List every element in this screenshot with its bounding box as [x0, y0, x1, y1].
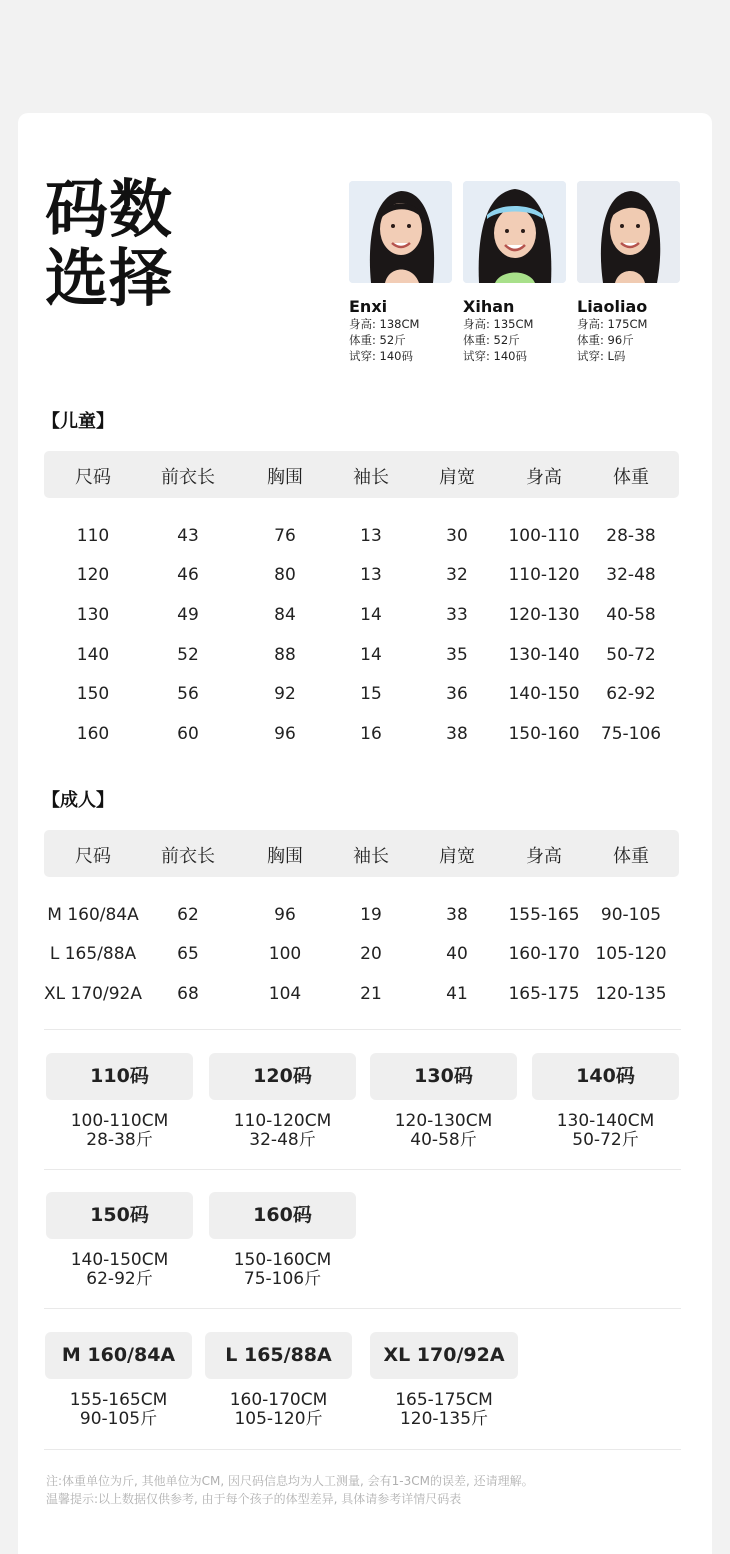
chip-weight: 32-48斤 [249, 1130, 316, 1150]
cell-size: XL 170/92A [44, 984, 142, 1004]
cell-weight: 120-135 [595, 984, 667, 1004]
cell-front-length: 43 [177, 526, 199, 546]
model-tried-size: 试穿: L码 [577, 349, 626, 363]
chip-weight: 90-105斤 [79, 1409, 158, 1429]
divider [44, 1029, 681, 1030]
model-photo [463, 181, 566, 283]
size-chip-150: 150码 [46, 1192, 193, 1239]
cell-weight: 50-72 [606, 645, 656, 665]
cell-front-length: 52 [177, 645, 199, 665]
cell-sleeve: 19 [360, 905, 382, 925]
chip-weight: 28-38斤 [86, 1130, 153, 1150]
cell-front-length: 46 [177, 565, 199, 585]
cell-sleeve: 20 [360, 944, 382, 964]
cell-weight: 90-105 [600, 905, 662, 925]
table-row [44, 605, 679, 629]
size-chip-info [46, 1251, 193, 1289]
cell-height: 130-140 [508, 645, 580, 665]
header-weight: 体重 [613, 846, 649, 867]
cell-chest: 96 [274, 905, 296, 925]
model-card-enxi [349, 181, 452, 364]
cell-height: 155-165 [508, 905, 580, 925]
model-weight: 体重: 52斤 [463, 333, 520, 347]
cell-sleeve: 21 [360, 984, 382, 1004]
model-height: 身高: 135CM [463, 317, 534, 331]
size-chip-info [370, 1391, 518, 1429]
cell-shoulder: 41 [446, 984, 468, 1004]
cell-size: 130 [76, 605, 110, 625]
cell-front-length: 60 [177, 724, 199, 744]
cell-sleeve: 13 [360, 526, 382, 546]
chip-weight: 62-92斤 [86, 1269, 153, 1289]
model-portrait-image [577, 181, 680, 283]
table-row [44, 526, 679, 550]
table-row [44, 645, 679, 669]
chip-height: 140-150CM [70, 1250, 169, 1270]
size-chip-160: 160码 [209, 1192, 356, 1239]
kids-section-label: 【儿童】 [42, 411, 114, 432]
chip-height: 110-120CM [233, 1111, 332, 1131]
header-shoulder: 肩宽 [439, 846, 475, 867]
table-row [44, 905, 679, 929]
model-weight: 体重: 52斤 [349, 333, 406, 347]
cell-weight: 75-106 [600, 724, 662, 744]
cell-shoulder: 40 [446, 944, 468, 964]
cell-chest: 96 [274, 724, 296, 744]
table-row [44, 724, 679, 748]
cell-height: 120-130 [508, 605, 580, 625]
cell-weight: 32-48 [606, 565, 656, 585]
size-guide-card [18, 113, 712, 1554]
cell-shoulder: 36 [446, 684, 468, 704]
cell-chest: 76 [274, 526, 296, 546]
cell-front-length: 56 [177, 684, 199, 704]
chip-weight: 75-106斤 [243, 1269, 322, 1289]
adult-section-label: 【成人】 [42, 790, 114, 811]
cell-size: 120 [76, 565, 110, 585]
cell-height: 160-170 [508, 944, 580, 964]
chip-weight: 50-72斤 [572, 1130, 639, 1150]
cell-sleeve: 13 [360, 565, 382, 585]
table-row [44, 565, 679, 589]
header-sleeve: 袖长 [353, 846, 389, 867]
cell-front-length: 65 [177, 944, 199, 964]
size-chip-l: L 165/88A [205, 1332, 352, 1379]
header-front-length: 前衣长 [161, 467, 215, 488]
header-height: 身高 [526, 846, 562, 867]
cell-height: 110-120 [508, 565, 580, 585]
table-row [44, 944, 679, 968]
header-shoulder: 肩宽 [439, 467, 475, 488]
cell-sleeve: 14 [360, 645, 382, 665]
model-photo [577, 181, 680, 283]
chip-weight: 120-135斤 [399, 1409, 489, 1429]
model-weight: 体重: 96斤 [577, 333, 634, 347]
cell-size: M 160/84A [47, 905, 139, 925]
size-chip-info [205, 1391, 352, 1429]
divider [44, 1169, 681, 1170]
cell-chest: 88 [274, 645, 296, 665]
cell-size: 160 [76, 724, 110, 744]
table-row [44, 684, 679, 708]
model-card-liaoliao [577, 181, 680, 364]
cell-chest: 104 [268, 984, 302, 1004]
cell-shoulder: 30 [446, 526, 468, 546]
kids-table-header [44, 451, 679, 498]
cell-height: 100-110 [508, 526, 580, 546]
header-size: 尺码 [75, 467, 111, 488]
size-chip-120: 120码 [209, 1053, 356, 1100]
adult-table-header [44, 830, 679, 877]
cell-chest: 92 [274, 684, 296, 704]
header-size: 尺码 [75, 846, 111, 867]
size-chip-info [532, 1112, 679, 1150]
cell-sleeve: 16 [360, 724, 382, 744]
model-portrait-image [463, 181, 566, 283]
cell-sleeve: 14 [360, 605, 382, 625]
model-photo [349, 181, 452, 283]
size-chip-info [209, 1112, 356, 1150]
cell-shoulder: 38 [446, 905, 468, 925]
chip-height: 100-110CM [70, 1111, 169, 1131]
size-chip-info [46, 1112, 193, 1150]
header-weight: 体重 [613, 467, 649, 488]
cell-size: L 165/88A [49, 944, 137, 964]
chip-height: 155-165CM [69, 1390, 168, 1410]
header-height: 身高 [526, 467, 562, 488]
cell-shoulder: 33 [446, 605, 468, 625]
cell-size: 150 [76, 684, 110, 704]
cell-sleeve: 15 [360, 684, 382, 704]
cell-size: 140 [76, 645, 110, 665]
chip-height: 160-170CM [229, 1390, 328, 1410]
title-line-2: 选择 [45, 242, 173, 315]
header-chest: 胸围 [267, 467, 303, 488]
header-sleeve: 袖长 [353, 467, 389, 488]
model-tried-size: 试穿: 140码 [463, 349, 527, 363]
page-title [45, 175, 173, 313]
cell-weight: 28-38 [606, 526, 656, 546]
header-front-length: 前衣长 [161, 846, 215, 867]
chip-height: 120-130CM [394, 1111, 493, 1131]
model-name: Liaoliao [577, 297, 648, 316]
size-chip-info [209, 1251, 356, 1289]
title-line-1: 码数 [45, 173, 173, 246]
cell-size: 110 [76, 526, 110, 546]
size-chip-xl: XL 170/92A [370, 1332, 518, 1379]
cell-weight: 40-58 [606, 605, 656, 625]
cell-weight: 62-92 [606, 684, 656, 704]
model-height: 身高: 175CM [577, 317, 648, 331]
cell-shoulder: 32 [446, 565, 468, 585]
size-chip-info [370, 1112, 517, 1150]
chip-weight: 105-120斤 [234, 1409, 323, 1429]
cell-weight: 105-120 [595, 944, 667, 964]
model-name: Xihan [463, 297, 515, 316]
divider [44, 1449, 681, 1450]
unit-note: 注:体重单位为斤, 其他单位为CM, 因尺码信息均为人工测量, 会有1-3CM的误差, 还请理解。 [46, 1474, 534, 1488]
cell-shoulder: 35 [446, 645, 468, 665]
size-chip-140: 140码 [532, 1053, 679, 1100]
chip-weight: 40-58斤 [410, 1130, 477, 1150]
divider [44, 1308, 681, 1309]
cell-chest: 80 [274, 565, 296, 585]
reference-tip: 温馨提示:以上数据仅供参考, 由于每个孩子的体型差异, 具体请参考详情尺码表 [46, 1492, 462, 1506]
size-chip-info [45, 1391, 192, 1429]
chip-height: 150-160CM [233, 1250, 332, 1270]
cell-front-length: 68 [177, 984, 199, 1004]
chip-height: 165-175CM [395, 1390, 493, 1410]
cell-front-length: 62 [177, 905, 199, 925]
table-row [44, 984, 679, 1008]
model-card-xihan [463, 181, 566, 364]
cell-chest: 100 [268, 944, 302, 964]
model-portrait-image [349, 181, 452, 283]
size-chip-m: M 160/84A [45, 1332, 192, 1379]
cell-front-length: 49 [177, 605, 199, 625]
size-chip-130: 130码 [370, 1053, 517, 1100]
cell-height: 140-150 [508, 684, 580, 704]
model-tried-size: 试穿: 140码 [349, 349, 413, 363]
cell-height: 150-160 [508, 724, 580, 744]
chip-height: 130-140CM [556, 1111, 655, 1131]
header-chest: 胸围 [267, 846, 303, 867]
model-height: 身高: 138CM [349, 317, 420, 331]
size-chip-110: 110码 [46, 1053, 193, 1100]
cell-shoulder: 38 [446, 724, 468, 744]
cell-chest: 84 [274, 605, 296, 625]
model-name: Enxi [349, 297, 388, 316]
cell-height: 165-175 [508, 984, 580, 1004]
